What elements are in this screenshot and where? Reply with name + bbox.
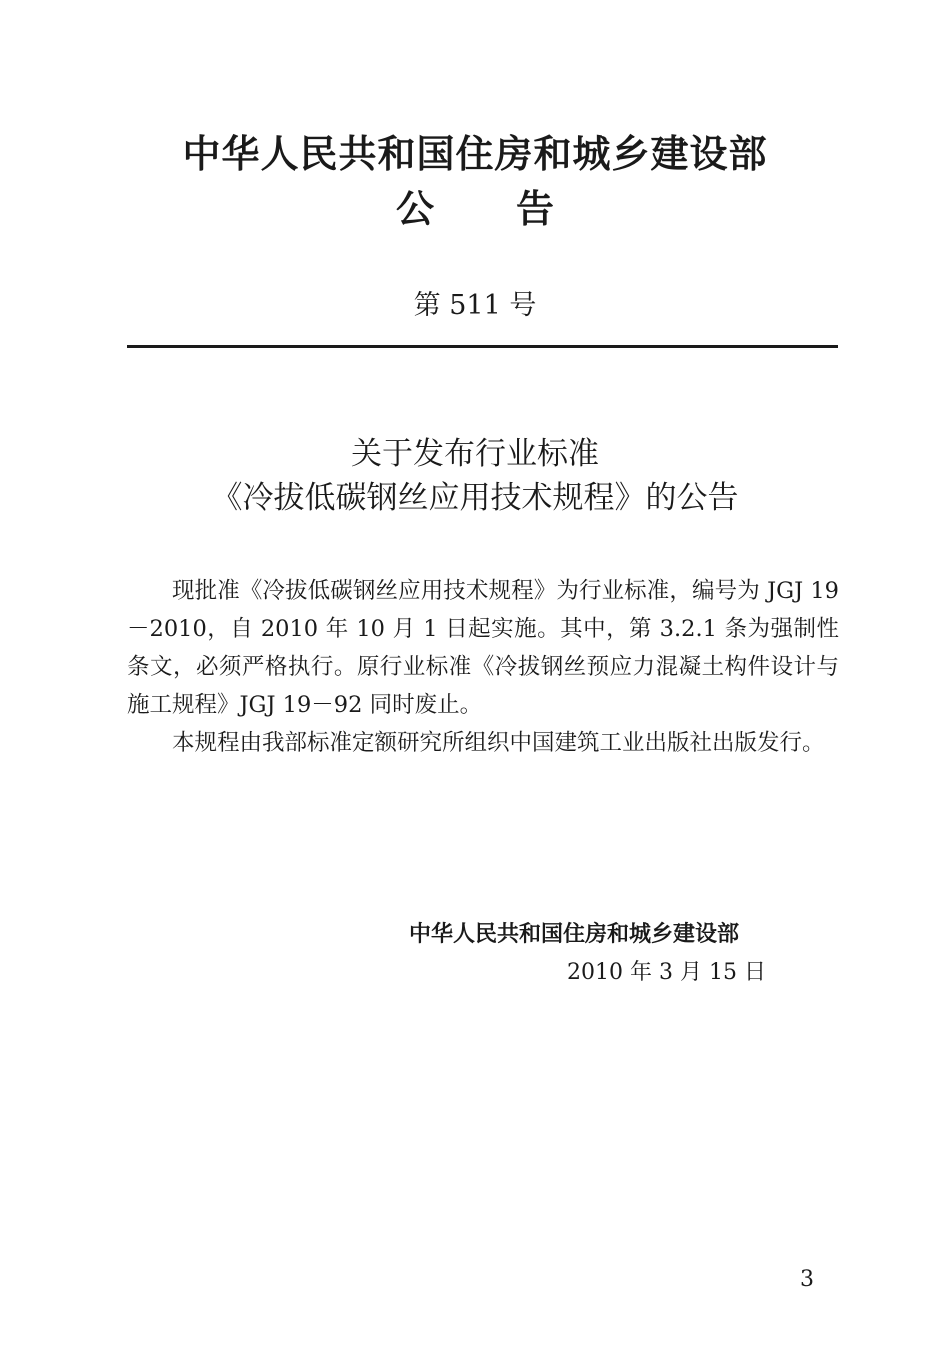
subject-line-2: 《冷拔低碳钢丝应用技术规程》的公告 (211, 480, 739, 516)
signature-organization: 中华人民共和国住房和城乡建设部 (409, 922, 740, 947)
signature-date: 2010 年 3 月 15 日 (567, 960, 766, 985)
announcement-subject (0, 432, 950, 520)
ministry-title: 中华人民共和国住房和城乡建设部 (182, 132, 768, 176)
body-paragraph-1: 现批准《冷拔低碳钢丝应用技术规程》为行业标准，编号为 JGJ 19－2010，自 2010 年 10 月 1 日起实施。其中，第 3.2.1 条为强制性条文，必须严格执行。原行业标准《冷拔钢丝预应力混凝土构件设计与施工规程》JGJ 19－92 同时废止。 (127, 578, 839, 718)
announcement-body (127, 572, 839, 762)
page-number: 3 (800, 1267, 814, 1292)
announcement-heading-char-1: 公 (396, 187, 435, 231)
header-divider (127, 345, 838, 348)
subject-line-1: 关于发布行业标准 (351, 436, 599, 472)
announcement-heading (0, 183, 950, 235)
announcement-heading-char-2: 告 (516, 187, 555, 231)
body-paragraph-2: 本规程由我部标准定额研究所组织中国建筑工业出版社出版发行。 (172, 730, 825, 756)
issue-number: 第 511 号 (413, 290, 537, 321)
